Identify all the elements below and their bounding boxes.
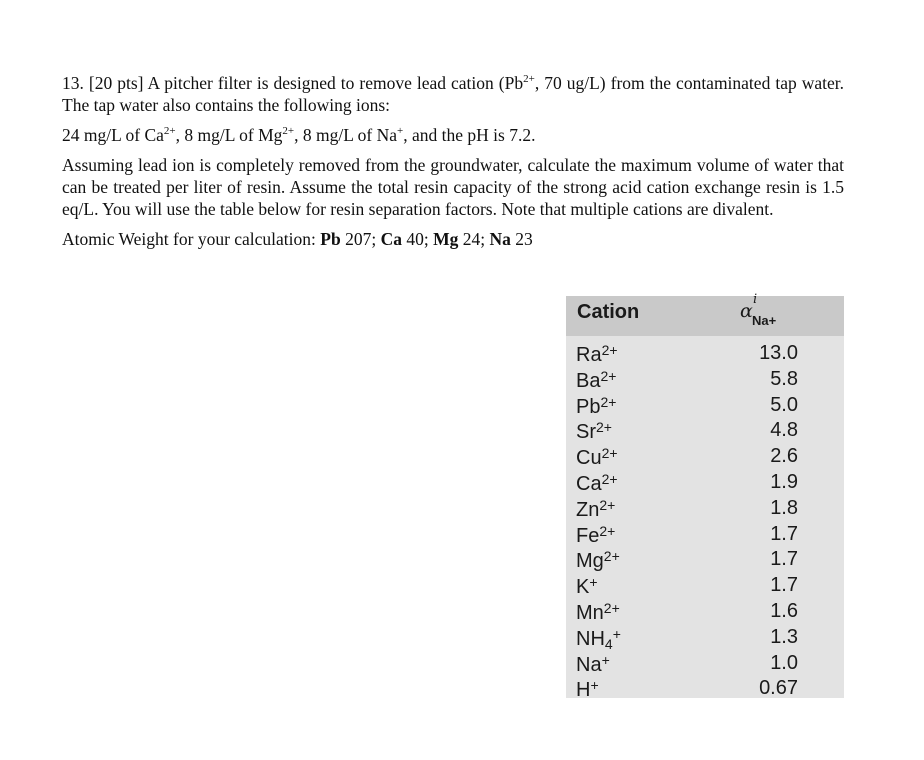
- element-symbol: Ca: [380, 229, 402, 249]
- separation-factor-value: 2.6: [770, 445, 798, 468]
- separation-factor-value: 1.7: [770, 574, 798, 597]
- cation-name: $Fe^{2+}$: [576, 522, 616, 547]
- cation-name: $Mn^{2+}$: [576, 599, 620, 624]
- table-row: [566, 342, 844, 368]
- cation-charge: 2+: [599, 496, 616, 513]
- cation-name: Na+: [576, 651, 610, 676]
- cation-charge: 2+: [603, 599, 620, 616]
- separation-factor-value: 4.8: [770, 419, 798, 442]
- cation-charge: 2+: [603, 548, 620, 565]
- cation-name: $Ba^{2+}$: [576, 367, 617, 392]
- cation-name: $Cu^{2+}$: [576, 445, 618, 470]
- table-row: [566, 497, 844, 523]
- table-row: [566, 600, 844, 626]
- cation-name: $Zn^{2+}$: [576, 496, 616, 521]
- element-symbol: Mg: [433, 229, 459, 249]
- element-symbol: Na: [489, 229, 511, 249]
- cation-charge: +: [612, 625, 621, 642]
- table-row: [566, 419, 844, 445]
- cation-name: $Ra^{2+}$: [576, 342, 618, 366]
- header-separation-factor: α i Na+: [740, 292, 777, 328]
- cation-charge: 2+: [596, 419, 612, 436]
- atomic-weight-value: 24;: [458, 229, 490, 249]
- table-row: [566, 394, 844, 420]
- table-header: [566, 292, 844, 336]
- cation-charge: 2+: [600, 393, 617, 410]
- separation-factor-value: 0.67: [759, 677, 798, 700]
- cation-name: $Ca^{2+}$: [576, 470, 618, 495]
- cation-charge: 2+: [599, 522, 616, 539]
- cation-charge: 2+: [600, 367, 617, 384]
- separation-factor-value: 5.8: [770, 367, 798, 390]
- problem-task: Assuming lead ion is completely removed from the groundwater, calculate the maximum volume of water that can be treated per liter of resin. Assume the total resin capacity of the strong acid cation exchange resin is 1.5 eq/L. You will use the table below for resin separation factors. Note that multiple cations are divalent.: [62, 155, 844, 219]
- cation-charge: 2+: [601, 445, 618, 462]
- table-row: [566, 548, 844, 574]
- cation-charge: +: [590, 677, 599, 694]
- table-row: [566, 652, 844, 678]
- table-row: [566, 368, 844, 394]
- atomic-weight-value: 23: [510, 229, 533, 249]
- separation-factor-value: 5.0: [770, 393, 798, 416]
- table-row: [566, 626, 844, 652]
- table-row: [566, 471, 844, 497]
- header-cation: Cation: [577, 301, 640, 323]
- table-row: [566, 523, 844, 549]
- separation-factor-value: 13.0: [759, 342, 798, 364]
- cation-name: $Sr^{2+}$: [576, 419, 612, 444]
- atomic-weights: Atomic Weight for your calculation: Pb 207; Ca 40; Mg 24; Na 23: [62, 229, 533, 249]
- cation-name: K+: [576, 574, 598, 599]
- cation-name: $NH_4^+$: [576, 625, 621, 652]
- cation-charge: +: [601, 651, 610, 668]
- table-row: [566, 445, 844, 471]
- cation-charge: 2+: [601, 342, 618, 358]
- atomic-weight-value: 40;: [401, 229, 434, 249]
- table-row: [566, 677, 844, 703]
- cation-charge: 2+: [601, 470, 618, 487]
- ion-list: 24 mg/L of $Ca^{2+}$, 8 mg/L of $Mg^{2+}$, 8 mg/L of Na+, and the pH is 7.2.: [62, 125, 536, 145]
- separation-factor-value: 1.9: [770, 470, 798, 493]
- element-symbol: Pb: [320, 229, 341, 249]
- cation-name: $Pb^{2+}$: [576, 393, 617, 418]
- atomic-weight-value: 207;: [340, 229, 381, 249]
- table-body: [566, 342, 844, 703]
- cation-charge: +: [589, 574, 598, 591]
- separation-factor-value: 1.7: [770, 522, 798, 545]
- table-row: [566, 574, 844, 600]
- separation-factor-value: 1.6: [770, 599, 798, 622]
- problem-intro: 13. [20 pts] A pitcher filter is designed to remove lead cation ($Pb^{2+}$, 70 ug/L) from the contaminated tap water. The tap water also contains the following ions:: [62, 73, 844, 115]
- separation-factor-value: 1.3: [770, 625, 798, 648]
- separation-factor-table: [566, 292, 844, 702]
- problem-statement: [62, 72, 844, 258]
- separation-factor-value: 1.8: [770, 496, 798, 519]
- separation-factor-value: 1.7: [770, 548, 798, 571]
- cation-name: $Mg^{2+}$: [576, 548, 620, 573]
- separation-factor-value: 1.0: [770, 651, 798, 674]
- cation-name: H+: [576, 677, 599, 702]
